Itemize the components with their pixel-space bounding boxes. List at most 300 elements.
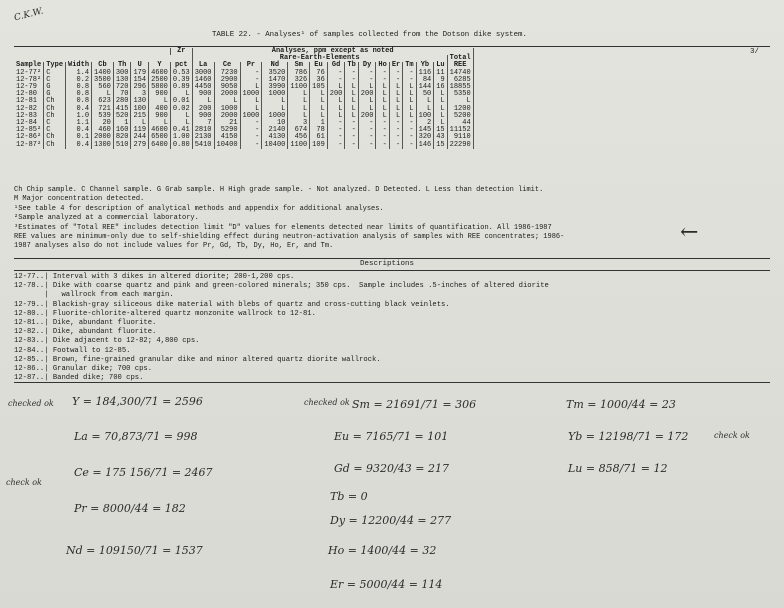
table-cell: 674 <box>288 127 310 134</box>
table-cell: - <box>389 142 402 149</box>
table-cell: L <box>403 113 416 120</box>
table-cell: 786 <box>288 70 310 77</box>
table-cell: 146 <box>416 142 434 149</box>
table-cell: 1.4 <box>66 70 92 77</box>
table-cell: L <box>288 98 310 105</box>
table-cell: 119 <box>131 127 149 134</box>
table-cell: L <box>310 91 328 98</box>
table-cell: L <box>376 84 389 91</box>
table-cell: - <box>403 70 416 77</box>
table-cell: 6500 <box>149 134 171 141</box>
table-cell: 1460 <box>192 77 214 84</box>
tb-calc: Tb = 0 <box>330 490 368 503</box>
er-calc: Er = 5000/44 = 114 <box>330 578 443 591</box>
table-cell: - <box>358 142 376 149</box>
table-cell: L <box>327 113 345 120</box>
table-cell: 18855 <box>447 84 473 91</box>
table-cell: L <box>434 106 447 113</box>
table-cell: 4130 <box>262 134 288 141</box>
table-cell: C <box>44 120 66 127</box>
table-cell: - <box>345 70 358 77</box>
table-cell: 1470 <box>262 77 288 84</box>
column-header: Ho <box>376 62 389 69</box>
table-cell: 4150 <box>214 134 240 141</box>
checked-ok-note-1: checked ok <box>8 399 54 408</box>
table-cell: L <box>92 91 114 98</box>
table-cell: Ch <box>44 113 66 120</box>
table-cell: 1 <box>113 120 131 127</box>
table-cell: 320 <box>416 134 434 141</box>
description-line: 12-82..| Dike, abundant fluorite. <box>14 328 157 337</box>
table-cell: 16 <box>434 84 447 91</box>
table-body <box>14 70 473 149</box>
footnote-1: ¹See table 4 for description of analytical methods and appendix for additional analyses. <box>14 205 384 213</box>
column-header: Type <box>44 62 66 69</box>
table-cell: - <box>327 142 345 149</box>
table-cell: L <box>434 98 447 105</box>
table-cell: - <box>240 120 262 127</box>
la-calc: La = 70,873/71 = 998 <box>74 430 198 443</box>
table-cell: - <box>240 70 262 77</box>
table-cell: 0.1 <box>66 134 92 141</box>
table-cell: 0.2 <box>66 77 92 84</box>
table-cell: - <box>403 127 416 134</box>
table-row <box>14 142 473 149</box>
table-cell: 9050 <box>214 84 240 91</box>
table-cell: 145 <box>416 127 434 134</box>
footnote-3a: ³Estimates of "Total REE" includes detection limit "D" values for elements detected near limits of quantification. All 1986-1987 <box>14 224 552 232</box>
column-header: Tm <box>403 62 416 69</box>
table-cell: 0.01 <box>170 98 192 105</box>
table-cell: 0.80 <box>170 142 192 149</box>
table-cell: 100 <box>131 106 149 113</box>
column-header: Tb <box>345 62 358 69</box>
footnote-2: ²Sample analyzed at a commercial laboratory. <box>14 214 199 222</box>
table-cell: C <box>44 127 66 134</box>
table-cell: 14740 <box>447 70 473 77</box>
column-header: pct <box>170 62 192 69</box>
table-cell: 105 <box>310 84 328 91</box>
description-line: 12-87..| Banded dike; 700 cps. <box>14 374 144 383</box>
table-cell: 1300 <box>92 142 114 149</box>
table-cell: 1000 <box>214 106 240 113</box>
lu-calc: Lu = 858/71 = 12 <box>568 462 668 475</box>
zr-header: Zr <box>170 48 192 55</box>
table-cell: 109 <box>310 142 328 149</box>
descriptions-bottom-rule <box>14 382 770 383</box>
table-cell: L <box>170 91 192 98</box>
table-cell: - <box>389 134 402 141</box>
table-cell: C <box>44 77 66 84</box>
margin-arrow: ← <box>680 220 699 245</box>
ce-calc: Ce = 175 156/71 = 2467 <box>74 466 213 479</box>
ho-calc: Ho = 1400/44 = 32 <box>328 544 437 557</box>
table-cell: G <box>44 84 66 91</box>
table-cell: - <box>358 120 376 127</box>
column-header: Th <box>113 62 131 69</box>
page-marker: 3/ <box>750 48 760 56</box>
table-cell: L <box>345 91 358 98</box>
table-cell: Ch <box>44 142 66 149</box>
table-cell: 9110 <box>447 134 473 141</box>
table-cell: 12-77² <box>14 70 44 77</box>
table-cell: - <box>240 77 262 84</box>
column-header: Dy <box>358 62 376 69</box>
sm-calc: Sm = 21691/71 = 306 <box>352 398 477 411</box>
column-header: Sm <box>288 62 310 69</box>
table-cell: - <box>327 120 345 127</box>
description-line: 12-85..| Brown, fine-grained granular dike and minor altered quartz diorite wallrock. <box>14 355 381 364</box>
table-cell: 1100 <box>288 142 310 149</box>
table-cell: - <box>358 77 376 84</box>
table-cell: L <box>149 98 171 105</box>
table-cell: 11 <box>434 70 447 77</box>
table-cell: 7 <box>192 120 214 127</box>
table-cell: - <box>358 134 376 141</box>
table-cell: 400 <box>149 106 171 113</box>
table-cell: 2000 <box>214 91 240 98</box>
table-cell: 12-84 <box>14 120 44 127</box>
table-cell: L <box>310 106 328 113</box>
table-cell: 130 <box>113 77 131 84</box>
column-header: REE <box>447 62 473 69</box>
table-cell: - <box>389 120 402 127</box>
table-cell: 43 <box>434 134 447 141</box>
table-cell: 12-81 <box>14 98 44 105</box>
table-cell: - <box>327 134 345 141</box>
table-cell: - <box>345 77 358 84</box>
table-cell: L <box>240 98 262 105</box>
table-cell: 721 <box>92 106 114 113</box>
table-cell: 1400 <box>92 70 114 77</box>
table-cell: 456 <box>288 134 310 141</box>
table-cell: 520 <box>113 113 131 120</box>
table-cell: 1.1 <box>66 120 92 127</box>
table-cell: 0.02 <box>170 106 192 113</box>
table-cell: 10400 <box>262 142 288 149</box>
table-cell: 0.8 <box>66 91 92 98</box>
table-cell: 5200 <box>447 113 473 120</box>
table-cell: 3990 <box>262 84 288 91</box>
table-cell: 0.89 <box>170 84 192 91</box>
table-cell: 9 <box>434 77 447 84</box>
table-cell: 300 <box>113 70 131 77</box>
table-cell: L <box>345 98 358 105</box>
table-cell: - <box>327 127 345 134</box>
table-cell: - <box>389 77 402 84</box>
table-cell: 1.0 <box>66 113 92 120</box>
column-header: Yb <box>416 62 434 69</box>
table-cell: Ch <box>44 98 66 105</box>
table-cell: - <box>327 77 345 84</box>
eu-calc: Eu = 7165/71 = 101 <box>334 430 449 443</box>
column-header: Eu <box>310 62 328 69</box>
column-header: Width <box>66 62 92 69</box>
table-cell: 200 <box>327 91 345 98</box>
table-cell: 623 <box>92 98 114 105</box>
table-cell: 820 <box>113 134 131 141</box>
table-cell: 22290 <box>447 142 473 149</box>
table-cell: 7230 <box>214 70 240 77</box>
table-cell: - <box>376 77 389 84</box>
table-cell: 0.8 <box>66 84 92 91</box>
table-cell: L <box>403 98 416 105</box>
description-line: 12-86..| Granular dike; 700 cps. <box>14 365 153 373</box>
table-cell: 5290 <box>214 127 240 134</box>
table-cell: 296 <box>131 84 149 91</box>
table-cell: L <box>131 120 149 127</box>
table-cell: L <box>376 91 389 98</box>
column-header: Cb <box>92 62 114 69</box>
table-cell: L <box>327 106 345 113</box>
table-cell: 5800 <box>149 84 171 91</box>
table-cell: L <box>403 84 416 91</box>
table-cell: - <box>376 142 389 149</box>
table-cell: 84 <box>416 77 434 84</box>
table-cell: 1000 <box>240 91 262 98</box>
table-cell: - <box>345 142 358 149</box>
column-header: Y <box>149 62 171 69</box>
table-cell: 12-78² <box>14 77 44 84</box>
table-cell: 200 <box>358 113 376 120</box>
table-cell: 15 <box>434 127 447 134</box>
table-cell: 2140 <box>262 127 288 134</box>
table-cell: 560 <box>92 84 114 91</box>
table-cell: L <box>389 98 402 105</box>
table-cell: L <box>149 120 171 127</box>
table-cell: 12-79 <box>14 84 44 91</box>
table-cell: L <box>240 106 262 113</box>
column-header: Gd <box>327 62 345 69</box>
check-ok-note-right: check ok <box>714 431 750 440</box>
table-cell: 279 <box>131 142 149 149</box>
column-header: Sample <box>14 62 44 69</box>
table-cell: G <box>44 91 66 98</box>
table-cell: 1000 <box>262 113 288 120</box>
table-cell: 11152 <box>447 127 473 134</box>
table-cell: 0.39 <box>170 77 192 84</box>
table-cell: L <box>358 84 376 91</box>
check-ok-note-left: check ok <box>6 478 42 487</box>
analysis-table <box>14 48 474 149</box>
table-cell: 415 <box>113 106 131 113</box>
table-cell: L <box>447 98 473 105</box>
total-header: Total <box>447 55 473 62</box>
table-cell: 900 <box>192 91 214 98</box>
table-cell: C <box>44 70 66 77</box>
table-cell: 0.41 <box>170 127 192 134</box>
table-cell: - <box>389 127 402 134</box>
table-cell: 10 <box>262 120 288 127</box>
table-cell: L <box>288 113 310 120</box>
table-cell: 12-85² <box>14 127 44 134</box>
dy-calc: Dy = 12200/44 = 277 <box>330 514 452 527</box>
table-cell: 200 <box>358 91 376 98</box>
table-cell: 144 <box>416 84 434 91</box>
checked-ok-note-2: checked ok <box>304 398 350 407</box>
table-cell: 116 <box>416 70 434 77</box>
table-cell: L <box>389 113 402 120</box>
table-cell: L <box>416 106 434 113</box>
table-cell: 12-80 <box>14 91 44 98</box>
table-cell: L <box>262 98 288 105</box>
table-cell: 70 <box>113 91 131 98</box>
table-cell: 2900 <box>214 77 240 84</box>
table-cell: - <box>376 70 389 77</box>
table-cell: L <box>345 106 358 113</box>
table-cell: - <box>403 134 416 141</box>
table-cell: 900 <box>149 91 171 98</box>
footnote-3b: REE values are minimum-only due to self-shielding effect during neutron-activation analysis of samples with REE concentrates; 1986- <box>14 233 565 241</box>
table-cell: L <box>434 91 447 98</box>
footnote-3c: 1987 analyses also do not include values for Pr, Gd, Tb, Dy, Ho, Er, and Tm. <box>14 242 334 250</box>
table-cell: - <box>403 77 416 84</box>
table-cell: L <box>170 113 192 120</box>
table-cell: - <box>403 142 416 149</box>
description-line: 12-81..| Dike, abundant fluorite. <box>14 319 157 327</box>
table-cell: 78 <box>310 127 328 134</box>
table-cell: - <box>358 70 376 77</box>
table-cell: L <box>376 106 389 113</box>
table-cell: 44 <box>447 120 473 127</box>
table-cell: - <box>376 127 389 134</box>
table-cell: - <box>240 134 262 141</box>
table-cell: - <box>240 142 262 149</box>
table-cell: 720 <box>113 84 131 91</box>
table-cell: L <box>170 120 192 127</box>
table-cell: 100 <box>416 113 434 120</box>
table-cell: 900 <box>192 113 214 120</box>
table-cell: - <box>376 134 389 141</box>
table-cell: 50 <box>416 91 434 98</box>
table-cell: 2500 <box>149 77 171 84</box>
table-cell: 0.53 <box>170 70 192 77</box>
descriptions-header: Descriptions <box>360 260 415 268</box>
gd-calc: Gd = 9320/43 = 217 <box>334 462 449 475</box>
description-line: 12-84..| Footwall to 12-85. <box>14 346 131 355</box>
table-cell: 0.8 <box>66 98 92 105</box>
table-cell: L <box>345 113 358 120</box>
table-cell: - <box>389 70 402 77</box>
table-cell: 200 <box>192 106 214 113</box>
table-cell: 154 <box>131 77 149 84</box>
description-line: 12-78..| Dike with coarse quartz and pink and green-colored minerals; 350 cps. Sample includes .5-inches of altered diorite <box>14 282 549 291</box>
y-calc: Y = 184,300/71 = 2596 <box>72 395 203 408</box>
tm-calc: Tm = 1000/44 = 23 <box>566 398 676 411</box>
table-cell: - <box>345 127 358 134</box>
table-cell: 280 <box>113 98 131 105</box>
column-header: U <box>131 62 149 69</box>
table-cell: L <box>192 98 214 105</box>
table-cell: 244 <box>131 134 149 141</box>
table-cell: 900 <box>149 113 171 120</box>
description-line: 12-83..| Dike adjacent to 12-82; 4,800 cps. <box>14 337 200 346</box>
descriptions-top-rule <box>14 258 770 259</box>
column-header: Nd <box>262 62 288 69</box>
description-line: 12-80..| Fluorite-chlorite-altered quartz monzonite wallrock to 12-81. <box>14 309 316 318</box>
table-cell: - <box>403 120 416 127</box>
table-cell: L <box>262 106 288 113</box>
descriptions-under-rule <box>14 270 770 271</box>
column-header: Ce <box>214 62 240 69</box>
table-cell: 0.4 <box>66 106 92 113</box>
table-cell: L <box>358 106 376 113</box>
table-cell: 215 <box>131 113 149 120</box>
description-line: 12-77..| Interval with 3 dikes in altered diorite; 200-1,200 cps. <box>14 273 295 281</box>
table-cell: 160 <box>113 127 131 134</box>
table-cell: L <box>376 98 389 105</box>
reviewer-initials: C.K.W. <box>13 6 45 24</box>
table-cell: 10400 <box>214 142 240 149</box>
table-cell: L <box>434 120 447 127</box>
table-cell: 0.4 <box>66 142 92 149</box>
legend-line-2: M Major concentration detected. <box>14 195 145 203</box>
table-cell: L <box>376 113 389 120</box>
table-cell: 3520 <box>262 70 288 77</box>
pr-calc: Pr = 8000/44 = 182 <box>74 502 186 515</box>
table-cell: 5410 <box>192 142 214 149</box>
table-cell: 61 <box>310 134 328 141</box>
table-cell: 3500 <box>92 77 114 84</box>
table-cell: 2130 <box>192 134 214 141</box>
table-cell: 1200 <box>447 106 473 113</box>
table-cell: Ch <box>44 134 66 141</box>
table-cell: 460 <box>92 127 114 134</box>
table-cell: L <box>214 98 240 105</box>
table-cell: 5350 <box>447 91 473 98</box>
table-cell: - <box>376 120 389 127</box>
table-cell: 130 <box>131 98 149 105</box>
table-cell: - <box>327 70 345 77</box>
table-cell: L <box>434 113 447 120</box>
table-cell: 20 <box>92 120 114 127</box>
table-cell: L <box>389 91 402 98</box>
table-cell: Ch <box>44 106 66 113</box>
legend-line: Ch Chip sample. C Channel sample. G Grab sample. H High grade sample. - Not analyzed. D Detected. L Less than detection limit. <box>14 186 544 194</box>
table-cell: 1100 <box>288 84 310 91</box>
table-cell: 3 <box>288 120 310 127</box>
column-header: La <box>192 62 214 69</box>
table-cell: L <box>327 98 345 105</box>
table-cell: 4450 <box>192 84 214 91</box>
table-cell: 0.4 <box>66 127 92 134</box>
table-cell: 2000 <box>214 113 240 120</box>
group-header: Analyses, ppm except as noted <box>192 48 473 55</box>
table-cell: 15 <box>434 142 447 149</box>
table-cell: 3 <box>131 91 149 98</box>
table-cell: L <box>327 84 345 91</box>
table-cell: - <box>345 120 358 127</box>
table-cell: L <box>403 91 416 98</box>
table-cell: 2810 <box>192 127 214 134</box>
table-cell: 179 <box>131 70 149 77</box>
table-cell: L <box>240 84 262 91</box>
table-cell: L <box>310 113 328 120</box>
table-cell: 539 <box>92 113 114 120</box>
table-cell: 1000 <box>240 113 262 120</box>
table-cell: L <box>389 84 402 91</box>
table-cell: L <box>310 98 328 105</box>
table-cell: 12-86² <box>14 134 44 141</box>
table-cell: 6400 <box>149 142 171 149</box>
table-cell: L <box>358 98 376 105</box>
table-cell: L <box>416 98 434 105</box>
table-cell: L <box>288 106 310 113</box>
column-header: Lu <box>434 62 447 69</box>
table-cell: 2 <box>416 120 434 127</box>
table-cell: 1.00 <box>170 134 192 141</box>
table-title: TABLE 22. - Analyses¹ of samples collected from the Dotson dike system. <box>212 31 527 39</box>
